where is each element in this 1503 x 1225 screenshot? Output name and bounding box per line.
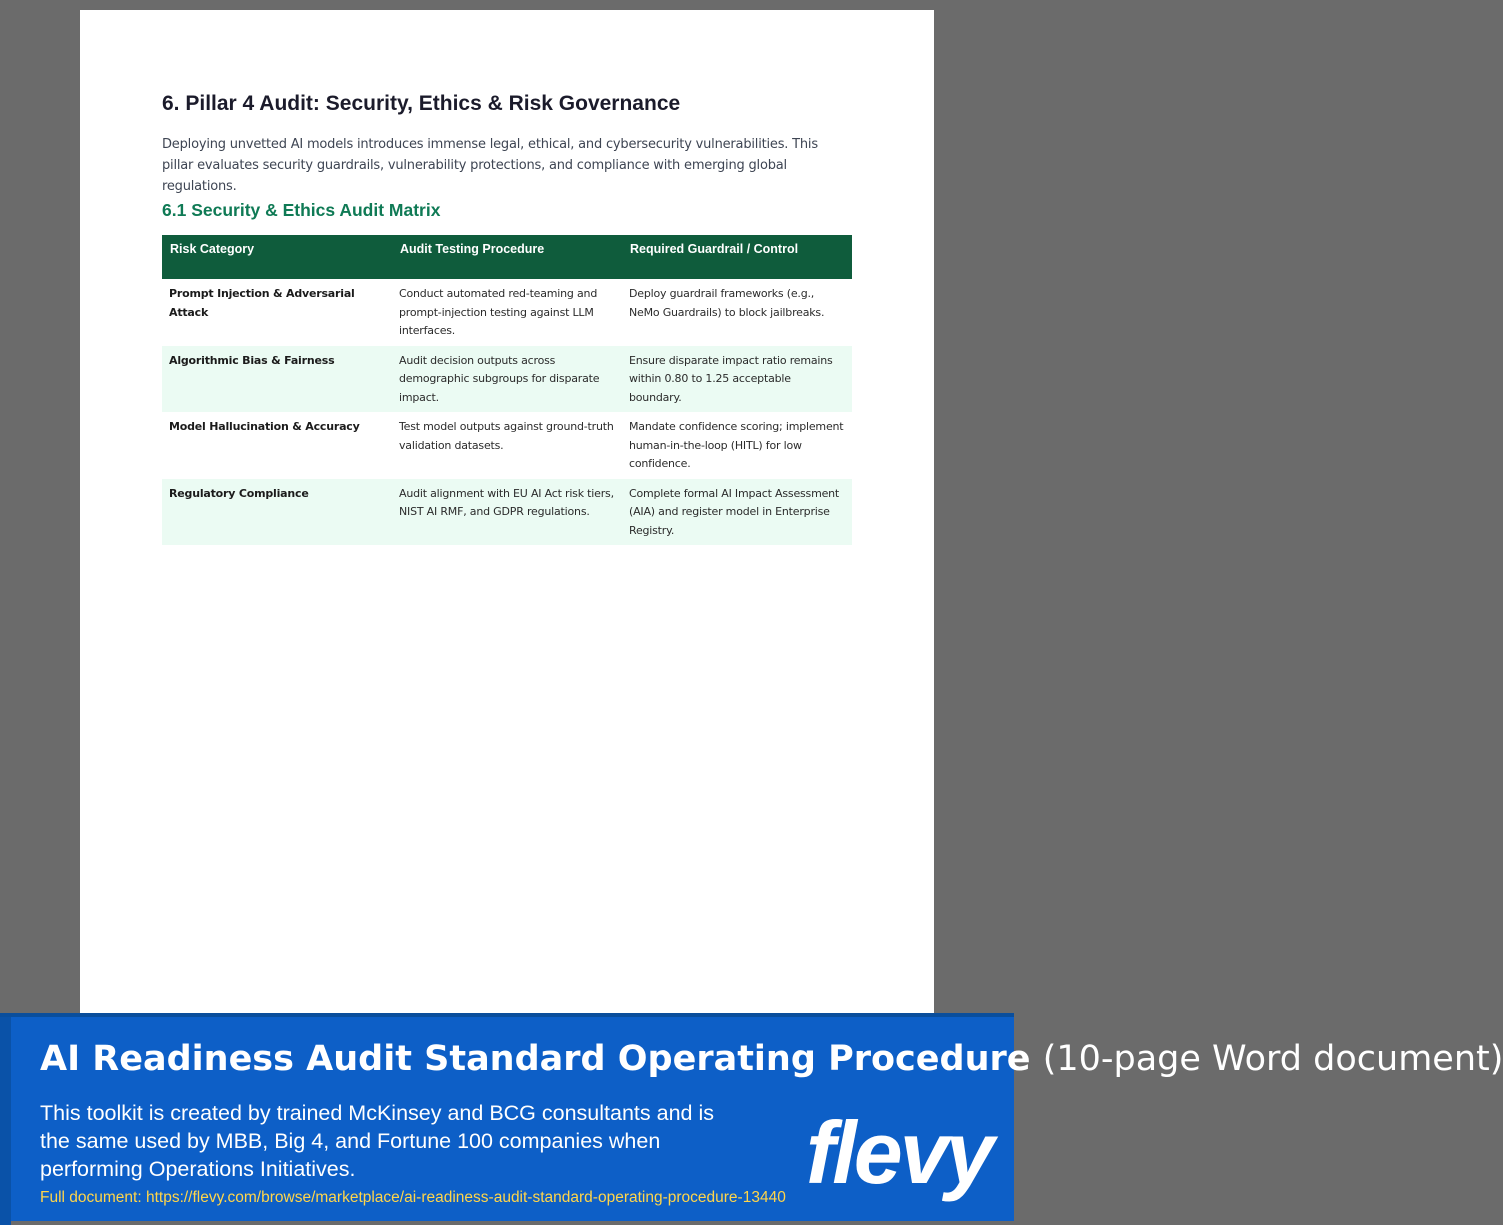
procedure-cell: Audit decision outputs across demographic subgroups for disparate impact. (392, 346, 622, 413)
procedure-cell: Audit alignment with EU AI Act risk tiers, NIST AI RMF, and GDPR regulations. (392, 479, 622, 546)
banner-title-main: AI Readiness Audit Standard Operating Procedure (40, 1039, 1031, 1079)
section-intro: Deploying unvetted AI models introduces immense legal, ethical, and cybersecurity vulnerabilities. This pillar evaluates security guardrails, vulnerability protections, and compliance with emerging global regulations. (162, 137, 818, 194)
control-cell: Mandate confidence scoring; implement human-in-the-loop (HITL) for low confidence. (629, 420, 844, 470)
section-heading: 6. Pillar 4 Audit: Security, Ethics & Risk Governance (162, 92, 681, 115)
control-cell: Complete formal AI Impact Assessment (AIA) and register model in Enterprise Registry. (622, 479, 852, 546)
document-page (80, 10, 934, 1013)
audit-matrix-table (162, 235, 852, 545)
full-document-link[interactable]: Full document: https://flevy.com/browse/marketplace/ai-readiness-audit-standard-operating-procedure-13440 (40, 1189, 786, 1206)
banner-title-suffix: (10-page Word document) (1042, 1039, 1503, 1079)
table-row (162, 412, 852, 479)
risk-category-cell: Model Hallucination & Accuracy (169, 420, 360, 433)
procedure-cell: Test model outputs against ground-truth validation datasets. (399, 420, 614, 452)
header-audit-procedure: Audit Testing Procedure (392, 235, 622, 279)
matrix-subheading: 6.1 Security & Ethics Audit Matrix (162, 200, 441, 220)
table-row (162, 346, 852, 413)
risk-category-cell: Prompt Injection & Adversarial Attack (169, 287, 355, 319)
control-cell: Deploy guardrail frameworks (e.g., NeMo Guardrails) to block jailbreaks. (629, 287, 825, 319)
banner-title (40, 1039, 1503, 1079)
banner-description: This toolkit is created by trained McKinsey and BCG consultants and is the same used by MBB, Big 4, and Fortune 100 companies when performing Operations Initiatives. (40, 1101, 714, 1181)
table-row (162, 279, 852, 346)
table-row (162, 479, 852, 546)
header-required-control: Required Guardrail / Control (622, 235, 852, 279)
promo-banner (0, 1013, 1503, 1221)
flevy-logo: flevy (806, 1103, 992, 1202)
procedure-cell: Conduct automated red-teaming and prompt-injection testing against LLM interfaces. (399, 287, 598, 337)
control-cell: Ensure disparate impact ratio remains within 0.80 to 1.25 acceptable boundary. (622, 346, 852, 413)
risk-category-cell: Algorithmic Bias & Fairness (162, 346, 392, 413)
banner-edge (0, 1017, 11, 1225)
risk-category-cell: Regulatory Compliance (162, 479, 392, 546)
header-risk-category: Risk Category (162, 235, 392, 279)
table-header-row (162, 235, 852, 279)
